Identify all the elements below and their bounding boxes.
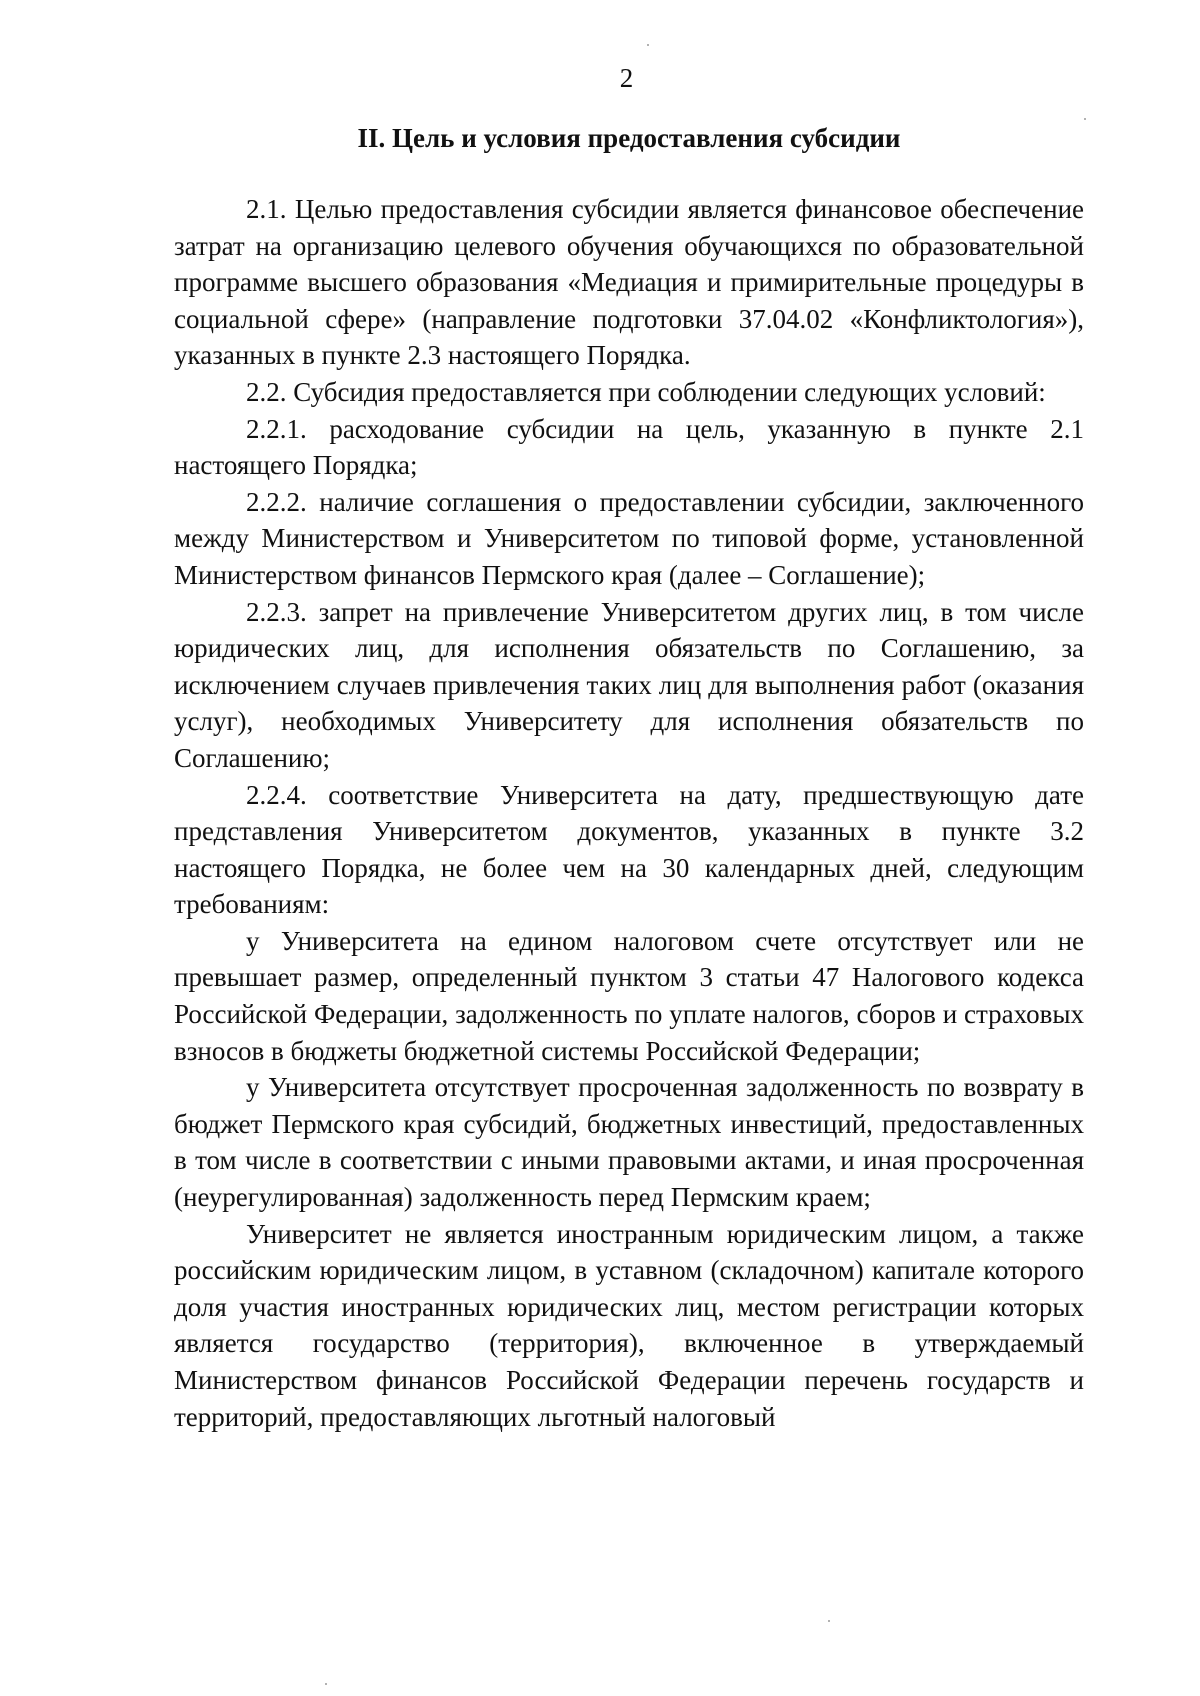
paragraph-2-2-3: 2.2.3. запрет на привлечение Университетом других лиц, в том числе юридических лиц, для исполнения обязательств по Соглашению, за исключением случаев привлечения таких лиц для выполнения работ (оказания услуг), необходимых Университету для исполнения обязательств по Соглашению; (174, 596, 1084, 773)
section-title: II. Цель и условия предоставления субсидии (357, 123, 901, 153)
document-body (174, 191, 1084, 1435)
scan-speck (1084, 118, 1086, 120)
paragraph-2-2-4: 2.2.4. соответствие Университета на дату, предшествующую дате представления Университетом документов, указанных в пункте 3.2 настоящего Порядка, не более чем на 30 календарных дней, следующим требованиям: (174, 779, 1084, 920)
paragraph-2-2-1: 2.2.1. расходование субсидии на цель, указанную в пункте 2.1 настоящего Порядка; (174, 413, 1084, 481)
paragraph-2-2: 2.2. Субсидия предоставляется при соблюдении следующих условий: (246, 376, 1046, 407)
requirement-budget-debt: у Университета отсутствует просроченная задолженность по возврату в бюджет Пермского края субсидий, бюджетных инвестиций, предоставленных в том числе в соответствии с иными правовыми актами, и иная просроченная (неурегулированная) задолженность перед Пермским краем; (174, 1072, 1084, 1213)
requirement-tax-debt: у Университета на едином налоговом счете отсутствует или не превышает размер, определенный пунктом 3 статьи 47 Налогового кодекса Российской Федерации, задолженность по уплате налогов, сборов и страховых взносов в бюджеты бюджетной системы Российской Федерации; (174, 925, 1084, 1066)
paragraph-2-2-2: 2.2.2. наличие соглашения о предоставлении субсидии, заключенного между Министерством и Университетом по типовой форме, установленной Министерством финансов Пермского края (далее – Соглашение); (174, 486, 1084, 590)
requirement-not-foreign-entity: Университет не является иностранным юридическим лицом, а также российским юридическим лицом, в уставном (складочном) капитале которого доля участия иностранных юридических лиц, местом регистрации которых является государство (территория), включенное в утверждаемый Министерством финансов Российской Федерации перечень государств и территорий, предоставляющих льготный налоговый (174, 1218, 1084, 1432)
scan-speck (828, 1620, 830, 1622)
scan-speck (647, 44, 649, 46)
scan-speck (325, 1683, 327, 1685)
page-number: 2 (619, 63, 634, 93)
paragraph-2-1: 2.1. Целью предоставления субсидии является финансовое обеспечение затрат на организацию целевого обучения обучающихся по образовательной программе высшего образования «Медиация и примирительные процедуры в социальной сфере» (направление подготовки 37.04.02 «Конфликтология»), указанных в пункте 2.3 настоящего Порядка. (174, 194, 1084, 371)
